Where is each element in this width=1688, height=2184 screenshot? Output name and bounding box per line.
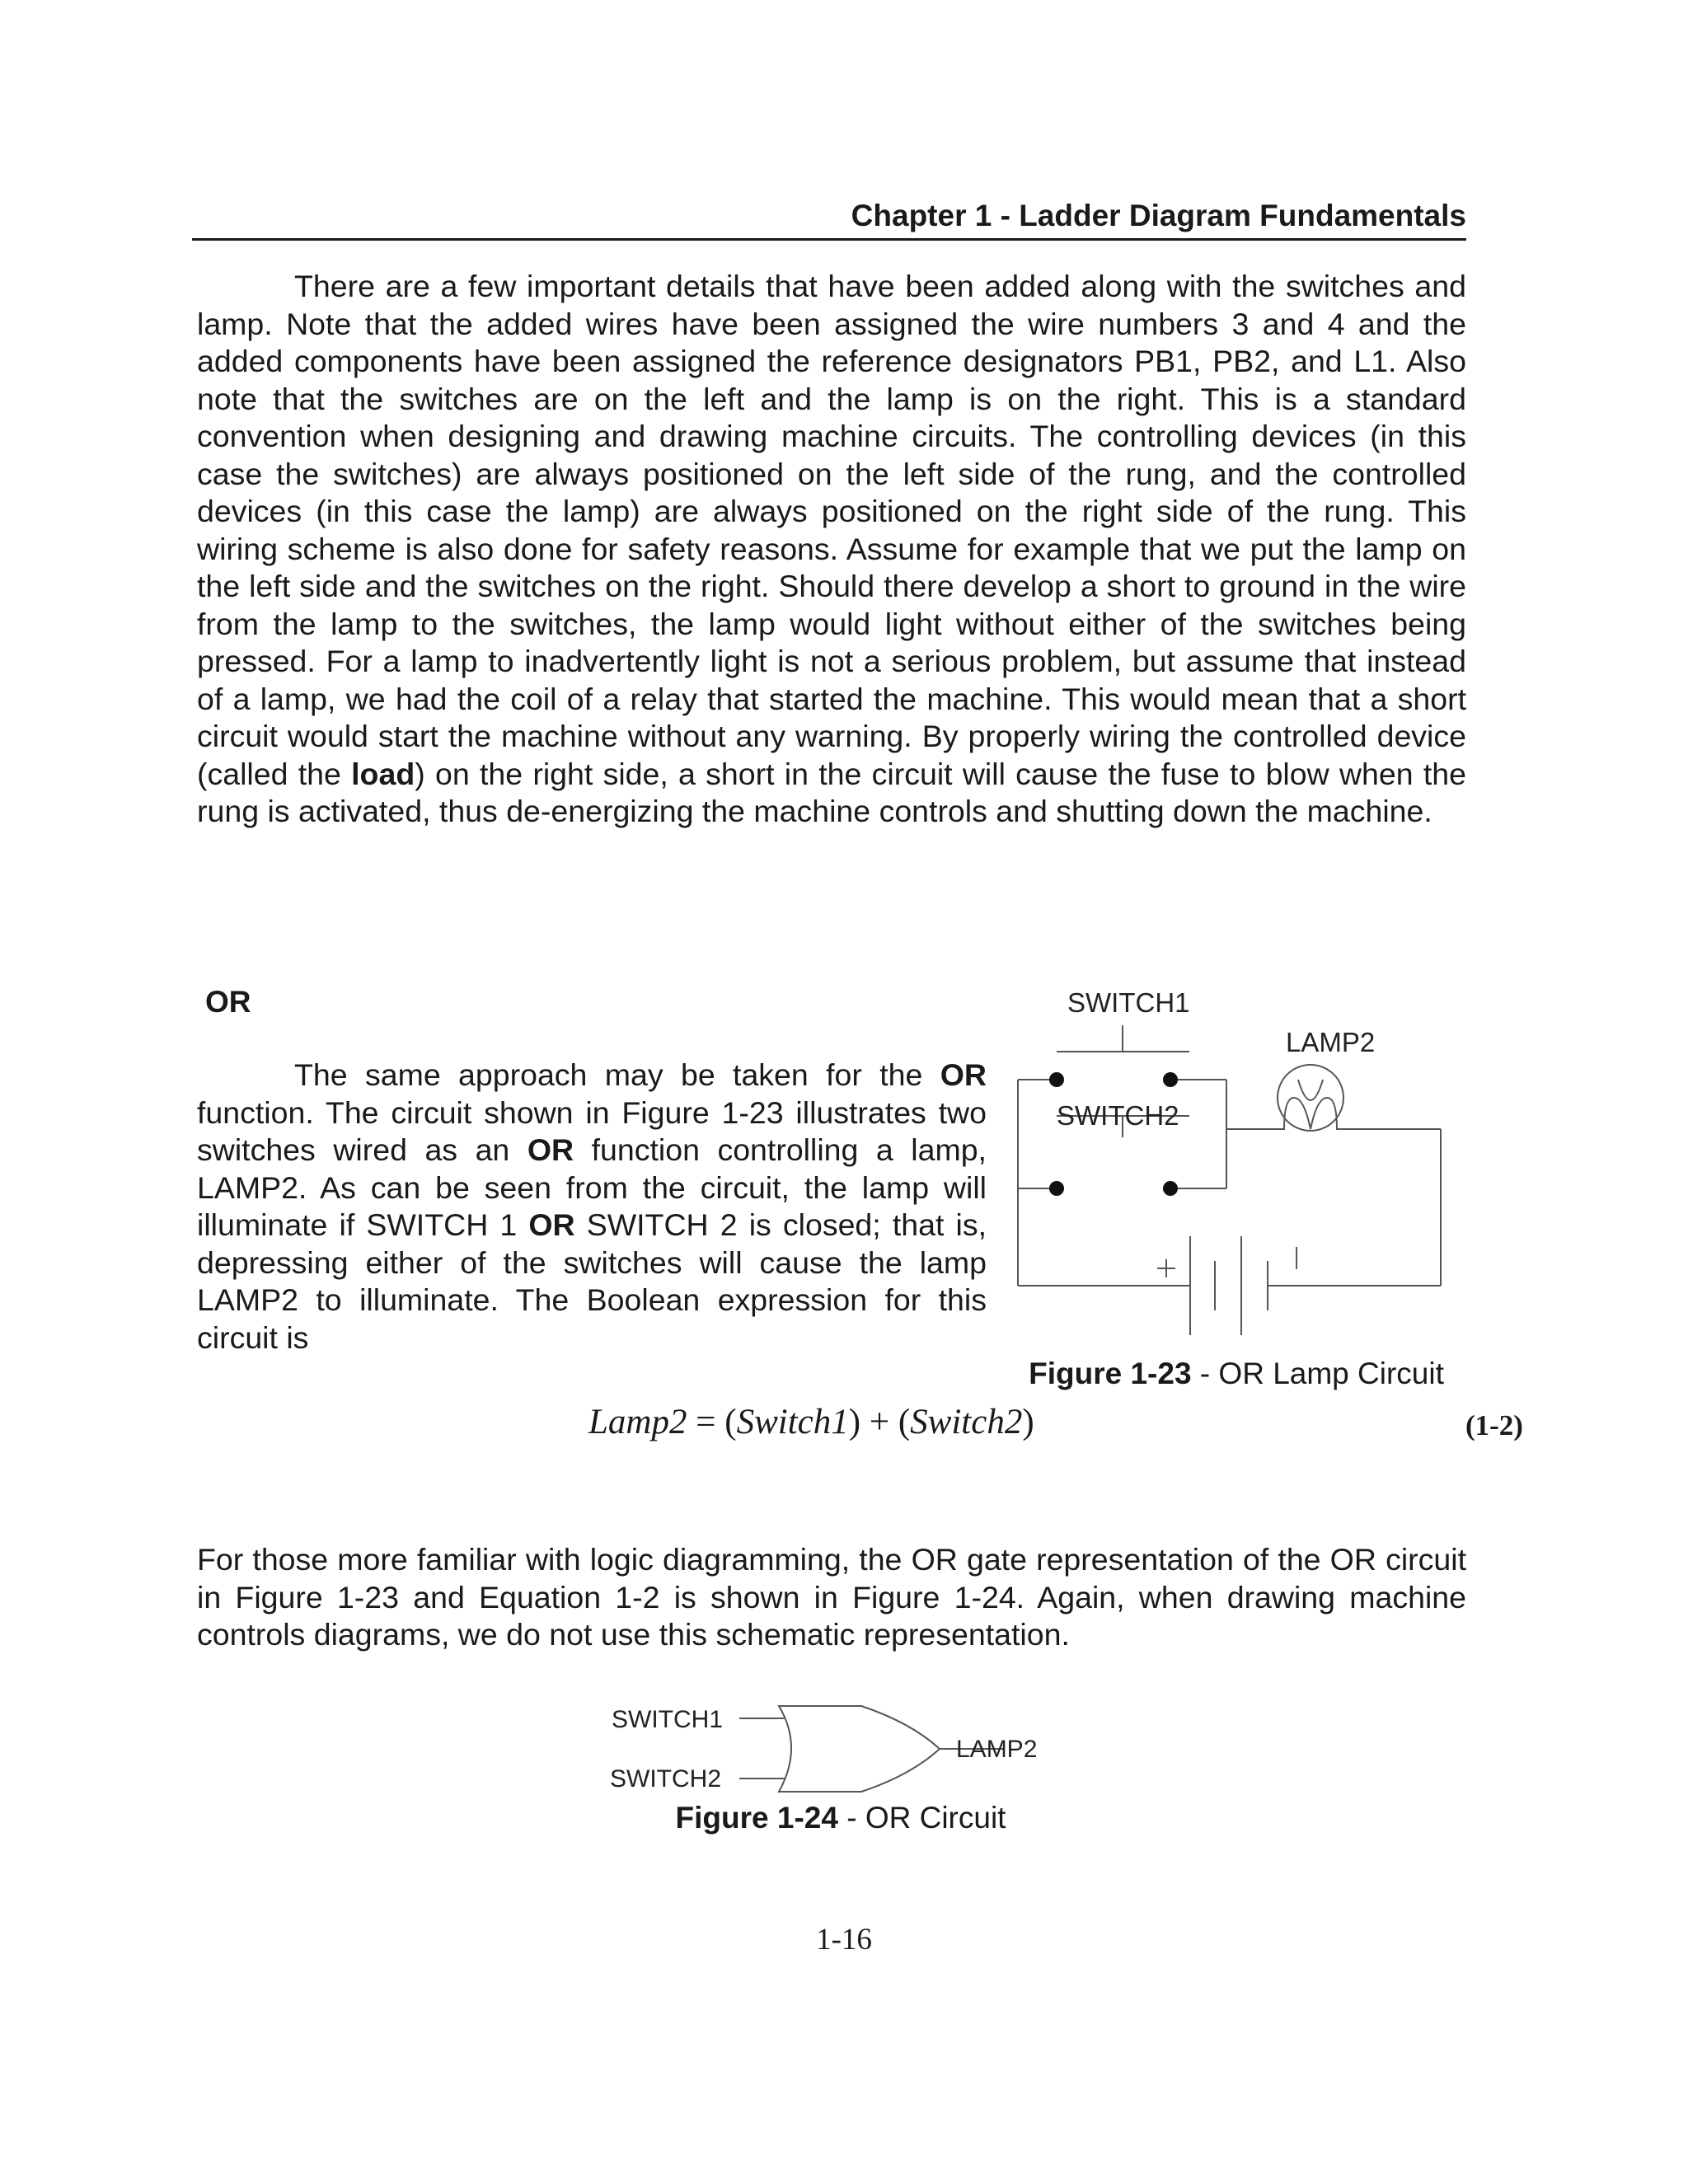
or-term-3: OR xyxy=(528,1207,575,1242)
or-term-1: OR xyxy=(940,1057,987,1092)
equation-paren: ( xyxy=(898,1403,911,1441)
equation-paren: ) xyxy=(848,1403,861,1441)
equation-term-2: Switch2 xyxy=(910,1403,1023,1441)
figure-23-number: Figure 1-23 xyxy=(1029,1357,1192,1390)
switch1-contact-left xyxy=(1049,1072,1064,1087)
or-lamp-circuit-diagram xyxy=(1006,972,1475,1352)
equation-term-1: Switch1 xyxy=(736,1403,849,1441)
paragraph-2 xyxy=(197,1057,987,1357)
section-heading: OR xyxy=(205,985,251,1019)
or-term-2: OR xyxy=(527,1132,574,1167)
lamp-symbol xyxy=(1278,1065,1343,1131)
equation-equals: = xyxy=(687,1403,725,1441)
gate-input1-label: SWITCH1 xyxy=(612,1706,723,1733)
equation-plus: + xyxy=(860,1403,898,1441)
chapter-header: Chapter 1 - Ladder Diagram Fundamentals xyxy=(851,199,1466,232)
header-rule xyxy=(192,238,1466,241)
equation-number: (1-2) xyxy=(1465,1409,1523,1441)
page-number: 1-16 xyxy=(816,1923,872,1957)
paragraph-3 xyxy=(197,1541,1466,1654)
paragraph-2-s2: function. The circuit shown in Figure 1-23 illustrates two switches wired as an xyxy=(197,1094,987,1167)
paragraph-2-s3: function controlling a lamp, LAMP2. As can be seen from the circuit, the lamp will illuminate if SWITCH 1 xyxy=(197,1132,987,1242)
paragraph-2-s4: SWITCH 2 is closed; that is, depressing either of the switches will cause the lamp LAMP2 to illuminate. The Boolean expression for this circuit is xyxy=(197,1207,987,1355)
paragraph-1 xyxy=(197,268,1466,831)
switch2-label: SWITCH2 xyxy=(1057,1100,1179,1131)
switch2-contact-left xyxy=(1049,1181,1064,1196)
figure-23-title: - OR Lamp Circuit xyxy=(1191,1357,1444,1390)
switch2-contact-right xyxy=(1163,1181,1178,1196)
lamp-label: LAMP2 xyxy=(1286,1027,1376,1057)
or-gate-diagram xyxy=(610,1690,1071,1805)
figure-24-number: Figure 1-24 xyxy=(675,1801,838,1835)
load-term: load xyxy=(351,756,415,791)
figure-24-caption xyxy=(610,1798,1071,1838)
figure-24-title: - OR Circuit xyxy=(837,1801,1006,1835)
gate-output-label: LAMP2 xyxy=(956,1736,1038,1763)
paragraph-3-text: For those more familiar with logic diagramming, the OR gate representation of the OR circuit in Figure 1-23 and Equation 1-2 is shown in Figure 1-24. Again, when drawing machine controls diagrams, we do not use this schematic representation. xyxy=(197,1542,1466,1652)
equation-paren: ) xyxy=(1022,1403,1034,1441)
boolean-equation xyxy=(588,1399,1034,1446)
paragraph-1-text-after: ) on the right side, a short in the circuit will cause the fuse to blow when the rung is activated, thus de-energizing the machine controls and shutting down the machine. xyxy=(197,756,1467,828)
equation-paren: ( xyxy=(724,1403,737,1441)
paragraph-1-text: There are a few important details that have been added along with the switches and lamp. Note that the added wires have been assigned the wire numbers 3 and 4 and the added components have been assigned the reference designators PB1, PB2, and L1. Also note that the switches are on the left and the lamp is on the right. This is a standard convention when designing and drawing machine circuits. The controlling devices (in this case the switches) are always positioned on the left side of the rung, and the controlled devices (in this case the lamp) are always positioned on the right side of the rung. This wiring scheme is also done for safety reasons. Assume for example that we put the lamp on the left side and the switches on the right. Should there develop a short to ground in the wire from the lamp to the switches, the lamp would light without either of the switches being pressed. For a lamp to inadvertently light is not a serious problem, but assume that instead of a lamp, we had the coil of a relay that started the machine. This would mean that a short circuit would start the machine without any warning. By properly wiring the controlled device (called the xyxy=(197,269,1466,791)
switch1-label: SWITCH1 xyxy=(1067,987,1190,1018)
or-gate-symbol xyxy=(779,1706,940,1792)
switch1-contact-right xyxy=(1163,1072,1178,1087)
paragraph-2-s1: The same approach may be taken for the xyxy=(294,1057,940,1092)
equation-lhs: Lamp2 xyxy=(588,1403,687,1441)
gate-input2-label: SWITCH2 xyxy=(610,1765,721,1793)
figure-23-caption xyxy=(989,1354,1484,1394)
